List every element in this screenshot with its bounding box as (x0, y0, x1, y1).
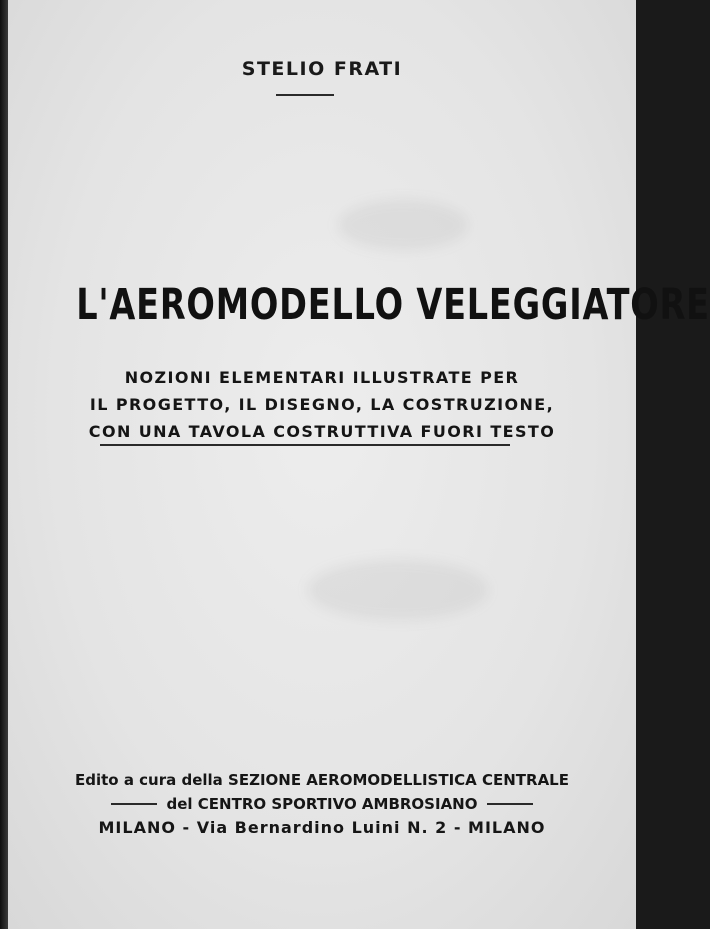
page-edge (0, 0, 8, 929)
author-rule (276, 94, 334, 96)
publisher-block (8, 768, 636, 840)
publisher-address: MILANO - Via Bernardino Luini N. 2 - MILANO (98, 818, 546, 837)
publisher-line-2 (8, 792, 636, 816)
book-title: L'AEROMODELLO VELEGGIATORE (76, 280, 710, 330)
subtitle-line: CON UNA TAVOLA COSTRUTTIVA FUORI TESTO (88, 422, 556, 441)
author-name: STELIO FRATI (241, 58, 403, 80)
publisher-line-1: Edito a cura della SEZIONE AEROMODELLISTICA CENTRALE (75, 771, 569, 789)
dash-rule (111, 803, 157, 805)
publisher-club: del CENTRO SPORTIVO AMBROSIANO (166, 795, 478, 813)
subtitle-line: NOZIONI ELEMENTARI ILLUSTRATE PER (124, 368, 520, 387)
subtitle-rule (100, 444, 510, 446)
paper-stain (338, 200, 468, 250)
subtitle-line: IL PROGETTO, IL DISEGNO, LA COSTRUZIONE, (89, 395, 555, 414)
dash-rule (487, 803, 533, 805)
book-subtitle (8, 364, 636, 445)
book-cover-page (8, 0, 710, 929)
paper-stain (308, 560, 488, 620)
